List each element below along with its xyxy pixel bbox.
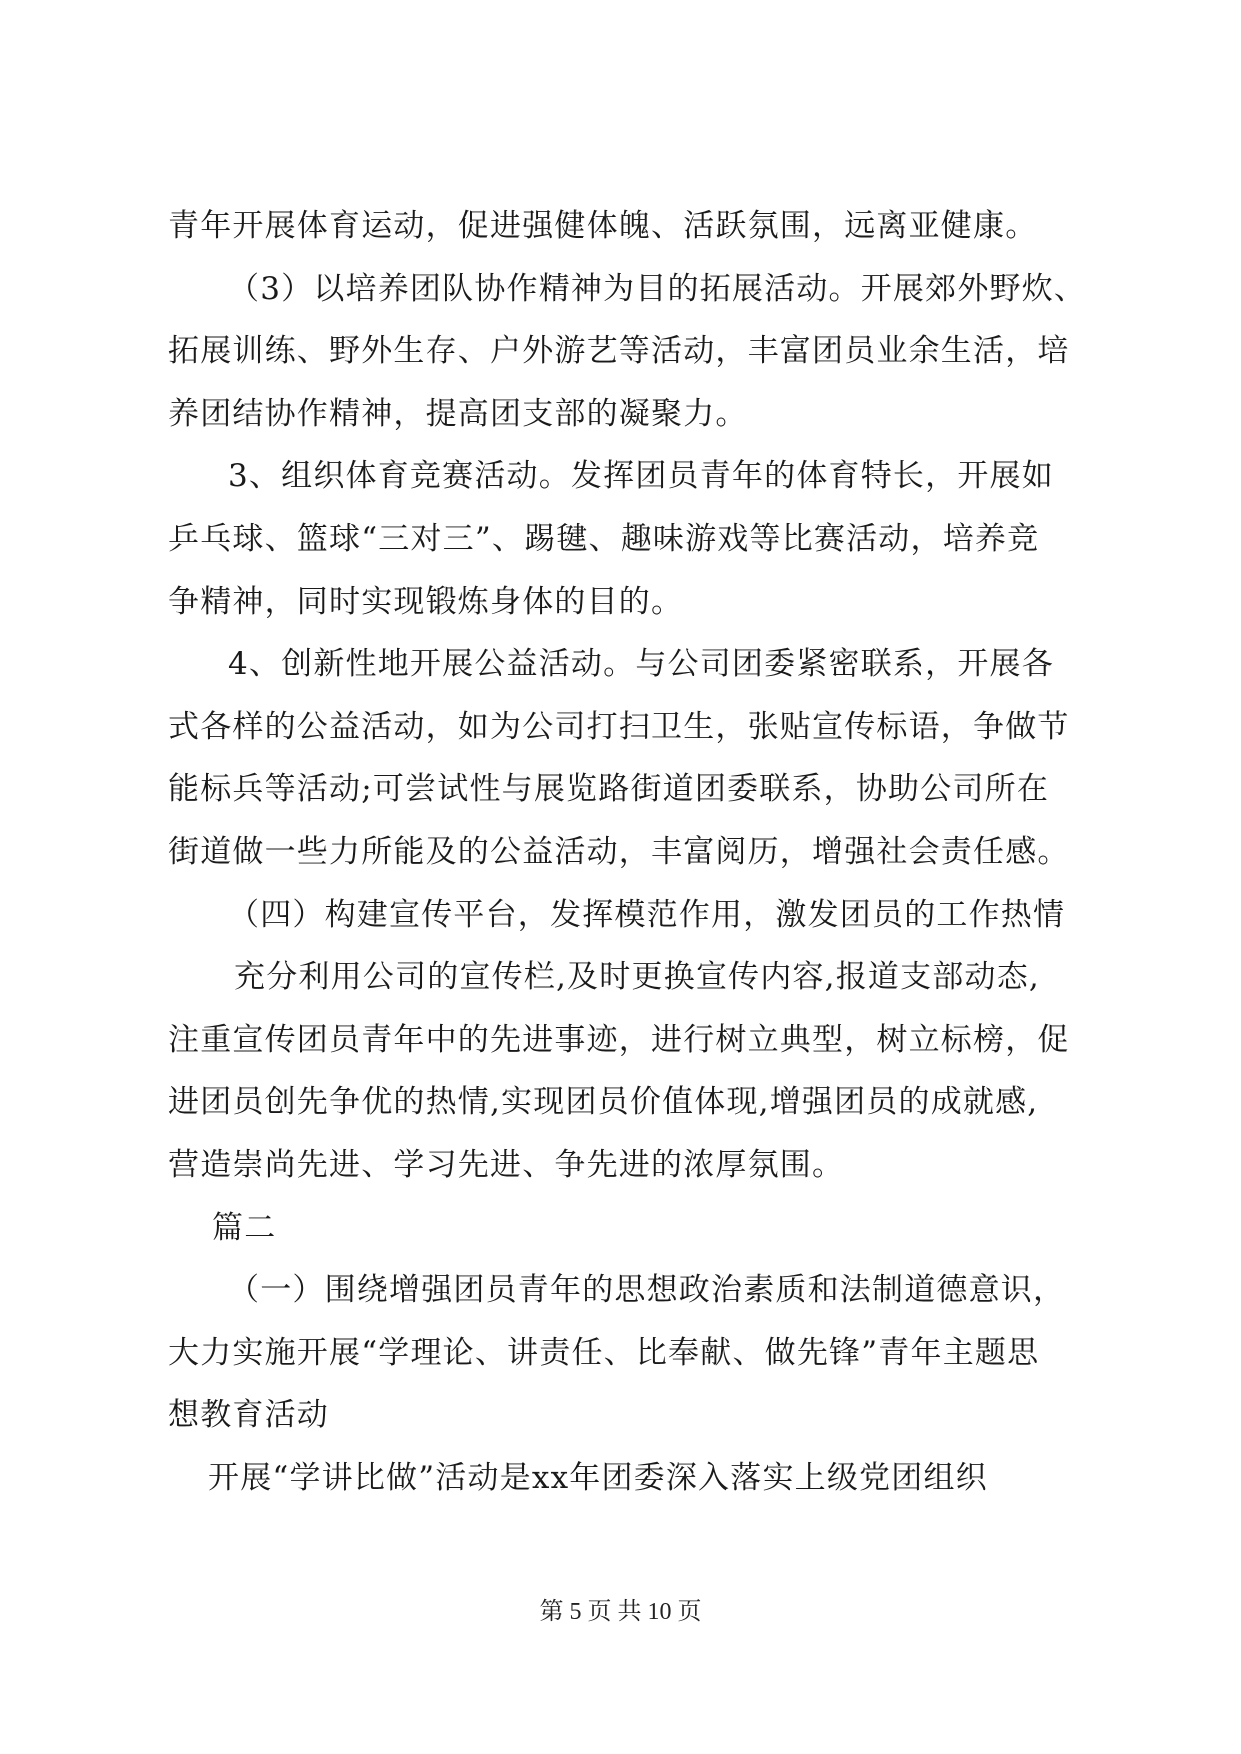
page-number-footer: 第 5 页 共 10 页 <box>539 1599 702 1625</box>
text-line: 充分利用公司的宣传栏,及时更换宣传内容,报道支部动态, <box>234 959 1040 996</box>
document-body <box>168 195 1088 1509</box>
text-line: 营造崇尚先进、学习先进、争先进的浓厚氛围。 <box>168 1146 845 1183</box>
text-line: 注重宣传团员青年中的先进事迹，进行树立典型，树立标榜，促 <box>168 1021 1070 1058</box>
text-line: 式各样的公益活动，如为公司打扫卫生，张贴宣传标语，争做节 <box>168 708 1070 745</box>
text-line: 养团结协作精神，提高团支部的凝聚力。 <box>168 395 748 432</box>
text-line: 拓展训练、野外生存、户外游艺等活动，丰富团员业余生活，培 <box>168 333 1070 370</box>
text-line: 能标兵等活动;可尝试性与展览路街道团委联系，协助公司所在 <box>168 771 1050 808</box>
text-line: 青年开展体育运动，促进强健体魄、活跃氛围，远离亚健康。 <box>168 208 1038 244</box>
text-line: （四）构建宣传平台，发挥模范作用，激发团员的工作热情 <box>228 896 1066 933</box>
section-heading: 篇二 <box>212 1209 277 1246</box>
text-line: 想教育活动 <box>168 1397 329 1434</box>
text-line: 4、创新性地开展公益活动。与公司团委紧密联系，开展各 <box>228 646 1054 683</box>
text-line: （3）以培养团队协作精神为目的拓展活动。开展郊外野炊、 <box>228 270 1087 307</box>
text-line: 开展“学讲比做”活动是xx年团委深入落实上级党团组织 <box>208 1459 988 1496</box>
text-line: 3、组织体育竞赛活动。发挥团员青年的体育特长，开展如 <box>228 458 1054 495</box>
text-line: 乒乓球、篮球“三对三”、踢毽、趣味游戏等比赛活动，培养竞 <box>168 520 1040 557</box>
text-line: 大力实施开展“学理论、讲责任、比奉献、做先锋”青年主题思 <box>168 1334 1040 1371</box>
text-line: （一）围绕增强团员青年的思想政治素质和法制道德意识， <box>228 1272 1066 1309</box>
text-line: 街道做一些力所能及的公益活动，丰富阅历，增强社会责任感。 <box>168 833 1070 870</box>
text-line: 争精神，同时实现锻炼身体的目的。 <box>168 583 684 620</box>
text-line: 进团员创先争优的热情,实现团员价值体现,增强团员的成就感, <box>168 1084 1039 1121</box>
